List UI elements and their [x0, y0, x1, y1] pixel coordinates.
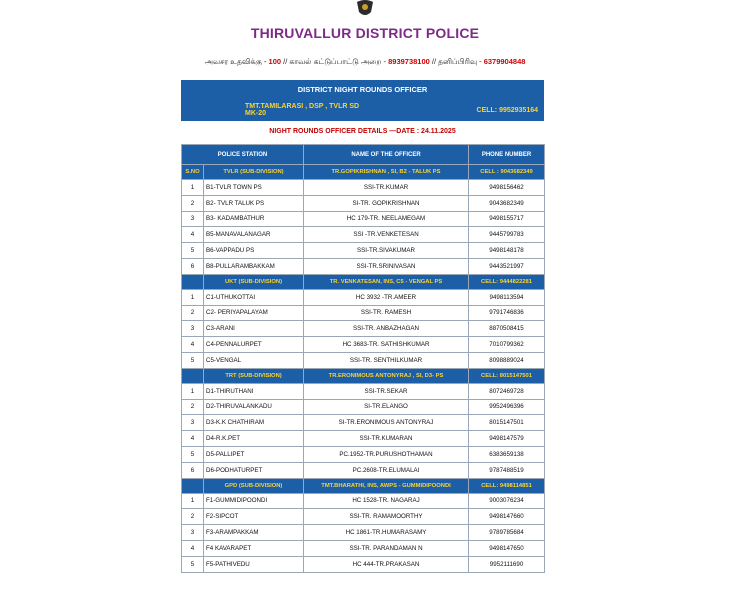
- row-station: B2- TVLR TALUK PS: [204, 195, 304, 211]
- row-station: B3- KADAMBATHUR: [204, 211, 304, 227]
- row-phone: 7010799362: [469, 337, 545, 353]
- table-row: [182, 509, 545, 525]
- row-station: B1-TVLR TOWN PS: [204, 180, 304, 196]
- row-officer: SSI-TR.SRINIVASAN: [304, 258, 469, 274]
- row-station: B6-VAPPADU PS: [204, 243, 304, 259]
- table-row: [182, 446, 545, 462]
- table-row: [182, 305, 545, 321]
- column-header-station: POLICE STATION: [182, 145, 304, 165]
- division-sno-label: [182, 478, 204, 493]
- row-sno: 2: [182, 509, 204, 525]
- row-sno: 4: [182, 431, 204, 447]
- division-sno-label: [182, 368, 204, 383]
- table-row: [182, 352, 545, 368]
- division-cell: CELL: 8015147501: [469, 368, 545, 383]
- column-header-row: [182, 145, 545, 165]
- row-sno: 2: [182, 399, 204, 415]
- row-sno: 4: [182, 337, 204, 353]
- row-sno: 4: [182, 540, 204, 556]
- row-station: D4-R.K.PET: [204, 431, 304, 447]
- row-phone: 9498147650: [469, 540, 545, 556]
- row-sno: 6: [182, 462, 204, 478]
- row-officer: SSI-TR. RAMESH: [304, 305, 469, 321]
- row-officer: HC 444-TR.PRAKASAN: [304, 556, 469, 572]
- police-emblem-icon: [353, 0, 377, 18]
- row-phone: 9498147660: [469, 509, 545, 525]
- row-station: F2-SIPCOT: [204, 509, 304, 525]
- row-sno: 1: [182, 493, 204, 509]
- row-sno: 1: [182, 383, 204, 399]
- row-phone: 9498148178: [469, 243, 545, 259]
- row-station: C2- PERIYAPALAYAM: [204, 305, 304, 321]
- table-row: [182, 337, 545, 353]
- table-row: [182, 258, 545, 274]
- row-phone: 9952496396: [469, 399, 545, 415]
- row-station: D6-PODHATURPET: [204, 462, 304, 478]
- table-row: [182, 289, 545, 305]
- table-row: [182, 431, 545, 447]
- row-phone: 6383659138: [469, 446, 545, 462]
- division-name: TVLR (SUB-DIVISION): [204, 165, 304, 180]
- row-sno: 5: [182, 352, 204, 368]
- row-phone: 9952111690: [469, 556, 545, 572]
- row-officer: SSI-TR. ANBAZHAGAN: [304, 321, 469, 337]
- table-row: [182, 243, 545, 259]
- row-sno: 3: [182, 525, 204, 541]
- row-officer: SSI-TR. SENTHILKUMAR: [304, 352, 469, 368]
- row-station: C5-VENGAL: [204, 352, 304, 368]
- row-officer: HC 3932 -TR.AMEER: [304, 289, 469, 305]
- division-name: TRT (SUB-DIVISION): [204, 368, 304, 383]
- row-station: D2-THIRUVALANKADU: [204, 399, 304, 415]
- row-officer: HC 1528-TR. NAGARAJ: [304, 493, 469, 509]
- row-sno: 6: [182, 258, 204, 274]
- row-station: D1-THIRUTHANI: [204, 383, 304, 399]
- row-phone: 9043682349: [469, 195, 545, 211]
- row-officer: SSI-TR. RAMAMOORTHY: [304, 509, 469, 525]
- row-station: D3-K.K CHATHIRAM: [204, 415, 304, 431]
- row-sno: 2: [182, 305, 204, 321]
- division-officer: TR.ERONIMOUS ANTONYRAJ , SI, D3- PS: [304, 368, 469, 383]
- row-sno: 5: [182, 446, 204, 462]
- row-phone: 8015147501: [469, 415, 545, 431]
- table-row: [182, 540, 545, 556]
- row-station: B8-PULLARAMBAKKAM: [204, 258, 304, 274]
- division-name: GPD (SUB-DIVISION): [204, 478, 304, 493]
- table-row: [182, 399, 545, 415]
- row-phone: 9789785684: [469, 525, 545, 541]
- row-officer: SSI-TR. PARANDAMAN N: [304, 540, 469, 556]
- row-officer: PC.2608-TR.ELUMALAI: [304, 462, 469, 478]
- table-row: [182, 415, 545, 431]
- table-row: [182, 180, 545, 196]
- helpline-numbers: அவசர உதவிக்கு - 100 // காவல் கட்டுப்பாட்டு அறை - 8939738100 // தனிப்பிரிவு - 6379904848: [204, 57, 526, 66]
- table-row: [182, 195, 545, 211]
- division-row: [182, 368, 545, 383]
- row-phone: 8870508415: [469, 321, 545, 337]
- row-phone: 8072469728: [469, 383, 545, 399]
- table-row: [182, 383, 545, 399]
- table-row: [182, 493, 545, 509]
- row-station: C3-ARANI: [204, 321, 304, 337]
- date-line: NIGHT ROUNDS OFFICER DETAILS —DATE : 24.11.2025: [269, 128, 456, 135]
- column-header-phone: PHONE NUMBER: [469, 145, 545, 165]
- row-phone: 9498113594: [469, 289, 545, 305]
- row-phone: 9443521997: [469, 258, 545, 274]
- row-sno: 1: [182, 289, 204, 305]
- row-officer: HC 3683-TR. SATHISHKUMAR: [304, 337, 469, 353]
- row-officer: SI-TR. GOPIKRISHNAN: [304, 195, 469, 211]
- row-sno: 4: [182, 227, 204, 243]
- table-row: [182, 556, 545, 572]
- table-row: [182, 227, 545, 243]
- row-sno: 5: [182, 243, 204, 259]
- row-phone: 9791746836: [469, 305, 545, 321]
- division-officer: TMT.BHARATHI, INS, AWPS - GUMMIDIPOONDI: [304, 478, 469, 493]
- row-station: F1-GUMMIDIPOONDI: [204, 493, 304, 509]
- row-phone: 9445799783: [469, 227, 545, 243]
- district-officer-cell: CELL: 9952935164: [363, 99, 545, 121]
- table-row: [182, 462, 545, 478]
- row-sno: 2: [182, 195, 204, 211]
- division-row: [182, 478, 545, 493]
- row-officer: SI-TR.ELANGO: [304, 399, 469, 415]
- row-phone: 9498147579: [469, 431, 545, 447]
- division-cell: CELL : 9043682349: [469, 165, 545, 180]
- row-officer: PC.1952-TR.PURUSHOTHAMAN: [304, 446, 469, 462]
- row-sno: 3: [182, 321, 204, 337]
- division-cell: CELL: 9444822281: [469, 274, 545, 289]
- row-phone: 8098889024: [469, 352, 545, 368]
- row-sno: 3: [182, 415, 204, 431]
- division-sno-label: [182, 274, 204, 289]
- column-header-officer: NAME OF THE OFFICER: [304, 145, 469, 165]
- row-station: F4 KAVARAPET: [204, 540, 304, 556]
- row-station: F5-PATHIVEDU: [204, 556, 304, 572]
- table-row: [182, 321, 545, 337]
- row-officer: SSI-TR.SEKAR: [304, 383, 469, 399]
- row-sno: 5: [182, 556, 204, 572]
- district-officer-name: TMT.TAMILARASI , DSP , TVLR SD MK-20: [181, 99, 363, 121]
- row-phone: 9003076234: [469, 493, 545, 509]
- row-phone: 9498156462: [469, 180, 545, 196]
- row-sno: 1: [182, 180, 204, 196]
- row-officer: SI-TR.ERONIMOUS ANTONYRAJ: [304, 415, 469, 431]
- division-cell: CELL: 9498114851: [469, 478, 545, 493]
- district-officer-heading: DISTRICT NIGHT ROUNDS OFFICER: [181, 80, 544, 99]
- row-officer: SSI-TR.KUMARAN: [304, 431, 469, 447]
- division-officer: TR.GOPIKRISHNAN , SI, B2 - TALUK PS: [304, 165, 469, 180]
- division-row: [182, 165, 545, 180]
- row-officer: SSI-TR.KUMAR: [304, 180, 469, 196]
- division-officer: TR. VENKATESAN, INS, C5 - VENGAL PS: [304, 274, 469, 289]
- row-officer: SSI-TR.SIVAKUMAR: [304, 243, 469, 259]
- row-officer: SSI -TR.VENKETESAN: [304, 227, 469, 243]
- row-station: F3-ARAMPAKKAM: [204, 525, 304, 541]
- officer-table: [181, 144, 545, 573]
- table-row: [182, 525, 545, 541]
- division-row: [182, 274, 545, 289]
- table-row: [182, 211, 545, 227]
- division-sno-label: S.NO: [182, 165, 204, 180]
- row-station: C1-UTHUKOTTAI: [204, 289, 304, 305]
- row-officer: HC 1861-TR.HUMARASAMY: [304, 525, 469, 541]
- row-sno: 3: [182, 211, 204, 227]
- row-officer: HC 179-TR. NEELAMEGAM: [304, 211, 469, 227]
- row-phone: 9787488519: [469, 462, 545, 478]
- row-station: B5-MANAVALANAGAR: [204, 227, 304, 243]
- row-station: D5-PALLIPET: [204, 446, 304, 462]
- page-title: THIRUVALLUR DISTRICT POLICE: [250, 25, 480, 41]
- row-phone: 9498155717: [469, 211, 545, 227]
- district-officer-banner: [181, 80, 544, 121]
- division-name: UKT (SUB-DIVISION): [204, 274, 304, 289]
- row-station: C4-PENNALURPET: [204, 337, 304, 353]
